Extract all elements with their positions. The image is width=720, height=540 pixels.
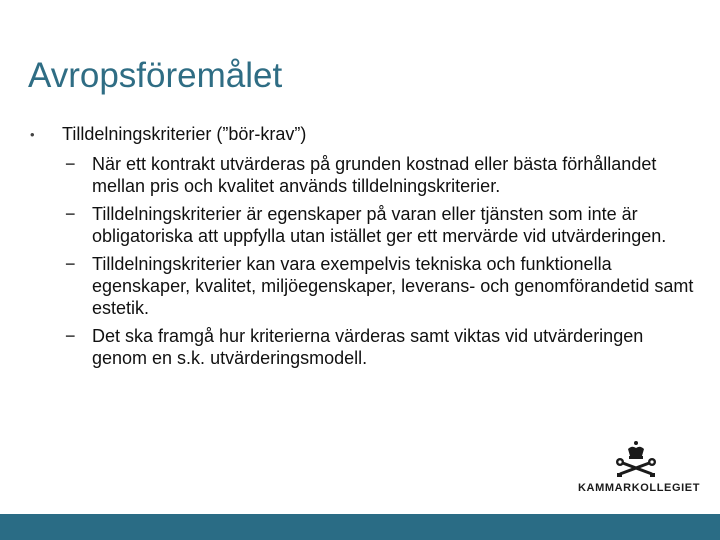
sub-item-3 <box>30 253 700 319</box>
slide-content <box>30 123 700 375</box>
kammarkollegiet-logo <box>578 440 701 500</box>
crown-keys-icon <box>614 440 658 480</box>
bullet-item <box>30 123 700 146</box>
dash-icon: − <box>65 326 76 346</box>
sub-item-text: Tilldelningskriterier kan vara exempelvis tekniska och funktionella egenskaper, kvalitet, miljöegenskaper, leverans- och genomförandetid samt estetik. <box>92 254 694 318</box>
sub-item-4 <box>30 325 700 369</box>
logo-text: KAMMARKOLLEGIET <box>578 482 701 494</box>
sub-item-text: Tilldelningskriterier är egenskaper på varan eller tjänsten som inte är obligatoriska att uppfylla utan istället ger ett mervärde vid utvärderingen. <box>92 204 667 246</box>
dash-icon: − <box>65 254 76 274</box>
sub-item-2 <box>30 203 700 247</box>
bullet-dot-icon: • <box>30 127 35 142</box>
sub-item-1 <box>30 153 700 197</box>
slide-title: Avropsföremålet <box>28 56 283 95</box>
sub-item-text: Det ska framgå hur kriterierna värderas samt viktas vid utvärderingen genom en s.k. utvärderingsmodell. <box>92 326 644 368</box>
dash-icon: − <box>65 204 76 224</box>
bullet-text: Tilldelningskriterier (”bör-krav”) <box>62 124 307 144</box>
sub-item-text: När ett kontrakt utvärderas på grunden kostnad eller bästa förhållandet mellan pris och kvalitet används tilldelningskriterier. <box>92 154 657 196</box>
dash-icon: − <box>65 154 76 174</box>
footer-bar <box>0 514 720 540</box>
